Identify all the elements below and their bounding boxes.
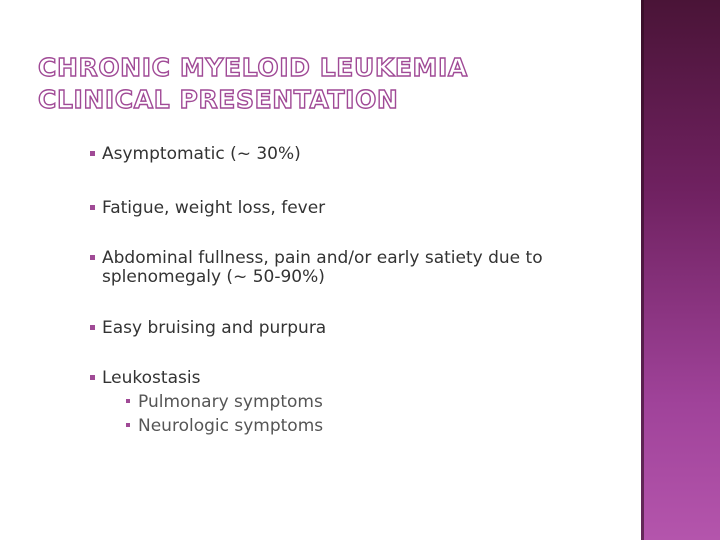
sub-bullet-text: Pulmonary symptoms [138, 392, 323, 412]
bullet-text: Abdominal fullness, pain and/or early satiety due to splenomegaly (~ 50-90%) [102, 248, 543, 287]
sub-bullet-item [126, 417, 622, 436]
square-bullet-icon [90, 205, 95, 210]
sub-bullet-text: Neurologic symptoms [138, 416, 324, 436]
bullet-text: Leukostasis [102, 368, 201, 388]
title-line-2: CLINICAL PRESENTATION [38, 85, 399, 114]
bullet-item [90, 199, 622, 218]
decorative-side-band [641, 0, 720, 540]
slide-title [38, 52, 468, 116]
sub-bullet-list [102, 393, 622, 436]
square-bullet-icon [90, 375, 95, 380]
bullet-text: Asymptomatic (~ 30%) [102, 144, 301, 164]
bullet-item [90, 319, 622, 338]
square-bullet-icon [126, 423, 130, 427]
square-bullet-icon [126, 399, 130, 403]
square-bullet-icon [90, 151, 95, 156]
bullet-item [90, 369, 622, 441]
sub-bullet-item [126, 393, 622, 412]
square-bullet-icon [90, 255, 95, 260]
bullet-item [90, 145, 622, 164]
bullet-text: Fatigue, weight loss, fever [102, 198, 326, 218]
bullet-text: Easy bruising and purpura [102, 318, 327, 338]
bullet-item [90, 249, 602, 287]
title-line-1: CHRONIC MYELOID LEUKEMIA [38, 53, 468, 82]
square-bullet-icon [90, 325, 95, 330]
